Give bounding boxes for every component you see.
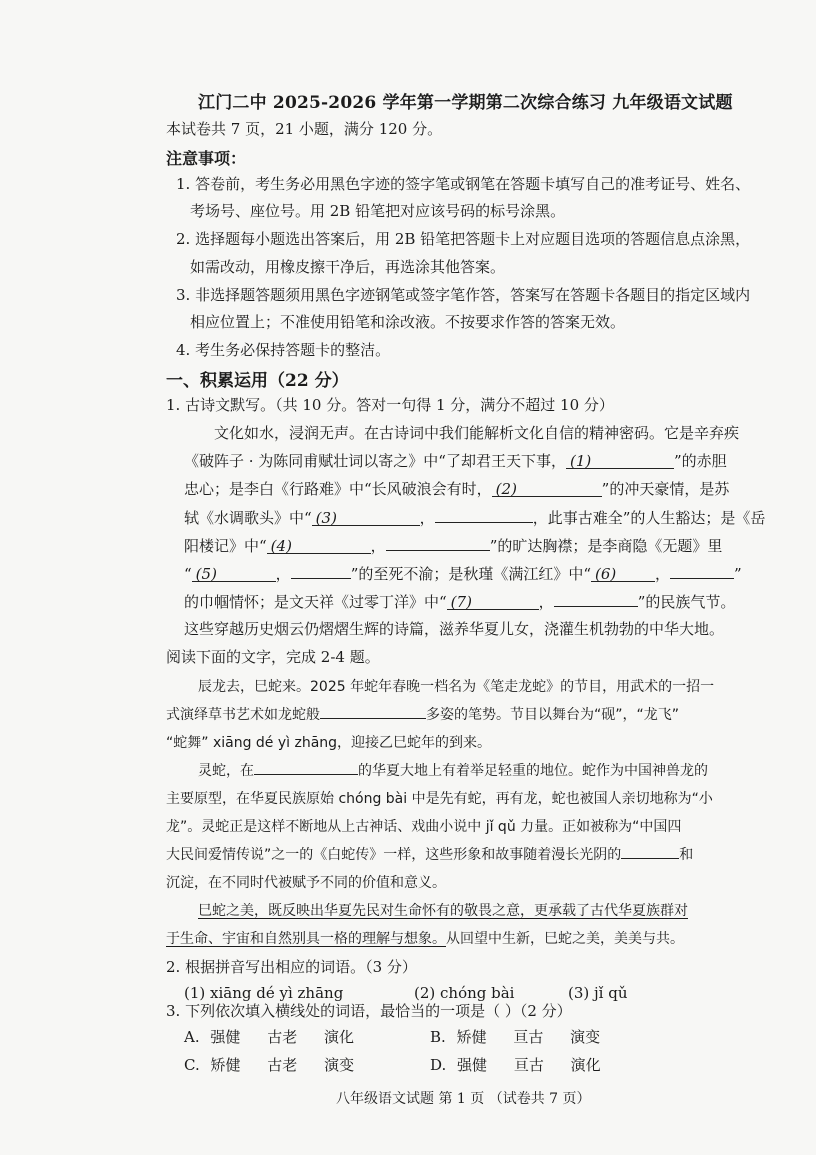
passage-text: 式演绎草书艺术如龙蛇般 <box>166 707 320 723</box>
q1-comma: ， <box>538 593 554 611</box>
passage-line: 辰龙去，巳蛇来。2025 年蛇年春晚一档名为《笔走龙蛇》的节目，用武术的一招一 <box>198 679 715 695</box>
answer-blank-3a[interactable] <box>312 509 420 526</box>
q1-text: 忠心；是李白《行路难》中“长风破浪会有时， <box>184 480 492 498</box>
passage-underlined-line: 巳蛇之美，既反映出华夏先民对生命怀有的敬畏之意，更承载了古代华夏族群对 <box>198 903 688 919</box>
passage-underlined-text: 于生命、宇宙和自然别具一格的理解与想象。 <box>166 931 446 947</box>
option-label: A. <box>184 1028 200 1046</box>
option-word: 演化 <box>570 1056 601 1074</box>
passage-line <box>198 760 708 780</box>
answer-blank-4b[interactable] <box>386 534 490 551</box>
answer-blank-7b[interactable] <box>554 590 638 607</box>
q1-paragraph-line <box>184 478 729 499</box>
blank-number: (4) <box>270 537 292 555</box>
option-word: 矫健 <box>210 1056 241 1074</box>
q1-text: ”的至死不渝；是秋瑾《满江红》中“ <box>350 565 592 583</box>
passage-line: 主要原型，在华夏民族原始 chóng bài 中是先有蛇，再有龙，蛇也被国人亲切地称为“小 <box>166 791 713 807</box>
notice-line: 如需改动，用橡皮擦干净后，再选涂其他答案。 <box>190 258 506 276</box>
q1-comma: ， <box>419 509 435 527</box>
q1-text: ”的冲天豪情，是苏 <box>601 480 730 498</box>
passage-blank-1[interactable] <box>320 704 426 719</box>
answer-blank-2[interactable] <box>492 480 602 497</box>
option-b[interactable] <box>430 1026 600 1047</box>
passage-text: 的华夏大地上有着举足轻重的地位。蛇作为中国神兽龙的 <box>358 763 708 779</box>
option-word: 古老 <box>267 1056 298 1074</box>
blank-number: (3) <box>315 509 337 527</box>
passage-line <box>166 844 693 864</box>
q1-paragraph-line <box>184 506 765 528</box>
q1-comma: ， <box>370 537 386 555</box>
notice-line: 4. 考生务必保持答题卡的整洁。 <box>176 341 391 359</box>
passage-line <box>166 704 679 724</box>
notice-line: 3. 非选择题答题须用黑色字迹钢笔或签字笔作答，答案写在答题卡各题目的指定区域内 <box>176 286 751 304</box>
notice-heading: 注意事项： <box>166 149 247 168</box>
q1-text: ”的旷达胸襟；是李商隐《无题》里 <box>489 537 723 555</box>
answer-blank-6a[interactable] <box>591 565 655 582</box>
q1-paragraph-line <box>184 450 727 471</box>
question-2-item: (2) chóng bài <box>414 984 515 1002</box>
option-word: 矫健 <box>456 1028 487 1046</box>
reading-intro: 阅读下面的文字，完成 2-4 题。 <box>166 648 380 666</box>
option-word: 亘古 <box>513 1056 544 1074</box>
option-label: B. <box>430 1028 446 1046</box>
answer-blank-5b[interactable] <box>291 562 351 579</box>
q1-text: “ <box>184 565 192 583</box>
q1-paragraph-line <box>184 562 742 584</box>
q1-paragraph-line: 这些穿越历史烟云仍熠熠生辉的诗篇，滋养华夏儿女，浇灌生机勃勃的中华大地。 <box>184 620 725 638</box>
notice-line: 考场号、座位号。用 2B 铅笔把对应该号码的标号涂黑。 <box>190 202 566 220</box>
option-word: 亘古 <box>513 1028 544 1046</box>
blank-number: (2) <box>495 480 517 498</box>
passage-text: 从回望中生新，巳蛇之美，美美与共。 <box>446 931 684 947</box>
passage-blank-2[interactable] <box>254 760 358 775</box>
question-2-stem: 2. 根据拼音写出相应的词语。（3 分） <box>166 958 417 976</box>
section-heading: 一、积累运用（22 分） <box>166 371 349 391</box>
option-a[interactable] <box>184 1026 354 1047</box>
q1-comma: ， <box>655 565 671 583</box>
blank-number: (6) <box>595 565 617 583</box>
passage-line <box>166 928 684 948</box>
passage-line: 沉淀，在不同时代被赋予不同的价值和意义。 <box>166 875 446 891</box>
q1-text: ” <box>734 565 742 583</box>
q1-comma: ， <box>275 565 291 583</box>
passage-blank-3[interactable] <box>621 844 679 859</box>
passage-text: 和 <box>679 847 694 863</box>
exam-title: 江门二中 2025-2026 学年第一学期第二次综合练习 九年级语文试题 <box>198 93 733 113</box>
q1-text: ”的赤胆 <box>673 452 727 470</box>
answer-blank-7a[interactable] <box>447 593 539 610</box>
q1-text: 《破阵子 · 为陈同甫赋壮词以寄之》中“了却君王天下事， <box>184 452 566 470</box>
page-footer: 八年级语文试题 第 1 页 （试卷共 7 页） <box>336 1091 591 1107</box>
notice-line: 1. 答卷前，考生务必用黑色字迹的签字笔或钢笔在答题卡填写自己的准考证号、姓名、 <box>176 175 751 193</box>
option-d[interactable] <box>430 1054 601 1075</box>
q1-paragraph-line <box>184 534 722 556</box>
option-label: C. <box>184 1056 200 1074</box>
option-word: 古老 <box>267 1028 298 1046</box>
blank-number: (7) <box>450 593 472 611</box>
passage-line: “蛇舞” xiāng dé yì zhāng，迎接乙巳蛇年的到来。 <box>166 735 492 751</box>
option-word: 演化 <box>323 1028 354 1046</box>
answer-blank-1[interactable] <box>566 452 674 469</box>
option-word: 强健 <box>210 1028 241 1046</box>
question-2-item: (1) xiāng dé yì zhāng <box>184 984 344 1002</box>
q1-paragraph-line: 文化如水，浸润无声。在古诗词中我们能解析文化自信的精神密码。它是辛弃疾 <box>214 424 740 442</box>
passage-text: 多姿的笔势。节目以舞台为“砚”，“龙飞” <box>426 707 680 723</box>
answer-blank-4a[interactable] <box>267 537 371 554</box>
option-word: 演变 <box>570 1028 601 1046</box>
question-2-item: (3) jǐ qǔ <box>568 984 628 1002</box>
q1-paragraph-line <box>184 590 735 612</box>
question-1-stem: 1. 古诗文默写。（共 10 分。答对一句得 1 分，满分不超过 10 分） <box>166 396 614 414</box>
answer-blank-3b[interactable] <box>435 506 533 523</box>
answer-blank-5a[interactable] <box>192 565 276 582</box>
answer-blank-6b[interactable] <box>670 562 734 579</box>
option-c[interactable] <box>184 1054 354 1075</box>
passage-line: 龙”。灵蛇正是这样不断地从上古神话、戏曲小说中 jǐ qǔ 力量。正如被称为“中国四 <box>166 819 682 835</box>
q1-text: 的巾帼情怀；是文天祥《过零丁洋》中“ <box>184 593 447 611</box>
blank-number: (5) <box>195 565 217 583</box>
exam-subtitle: 本试卷共 7 页，21 小题，满分 120 分。 <box>166 120 443 138</box>
notice-line: 相应位置上；不准使用铅笔和涂改液。不按要求作答的答案无效。 <box>190 313 626 331</box>
q1-text: 阳楼记》中“ <box>184 537 267 555</box>
option-label: D. <box>430 1056 447 1074</box>
passage-text: 灵蛇，在 <box>198 763 254 779</box>
option-word: 强健 <box>457 1056 488 1074</box>
passage-text: 大民间爱情传说”之一的《白蛇传》一样，这些形象和故事随着漫长光阴的 <box>166 847 622 863</box>
option-word: 演变 <box>324 1056 355 1074</box>
question-3-stem: 3. 下列依次填入横线处的词语，最恰当的一项是（ ）（2 分） <box>166 1002 572 1020</box>
notice-line: 2. 选择题每小题选出答案后，用 2B 铅笔把答题卡上对应题目选项的答题信息点涂黑， <box>176 230 751 248</box>
q1-text: ”的民族气节。 <box>637 593 736 611</box>
q1-text: 轼《水调歌头》中“ <box>184 509 312 527</box>
q1-text: ，此事古难全”的人生豁达；是《岳 <box>532 509 766 527</box>
blank-number: (1) <box>569 452 592 470</box>
